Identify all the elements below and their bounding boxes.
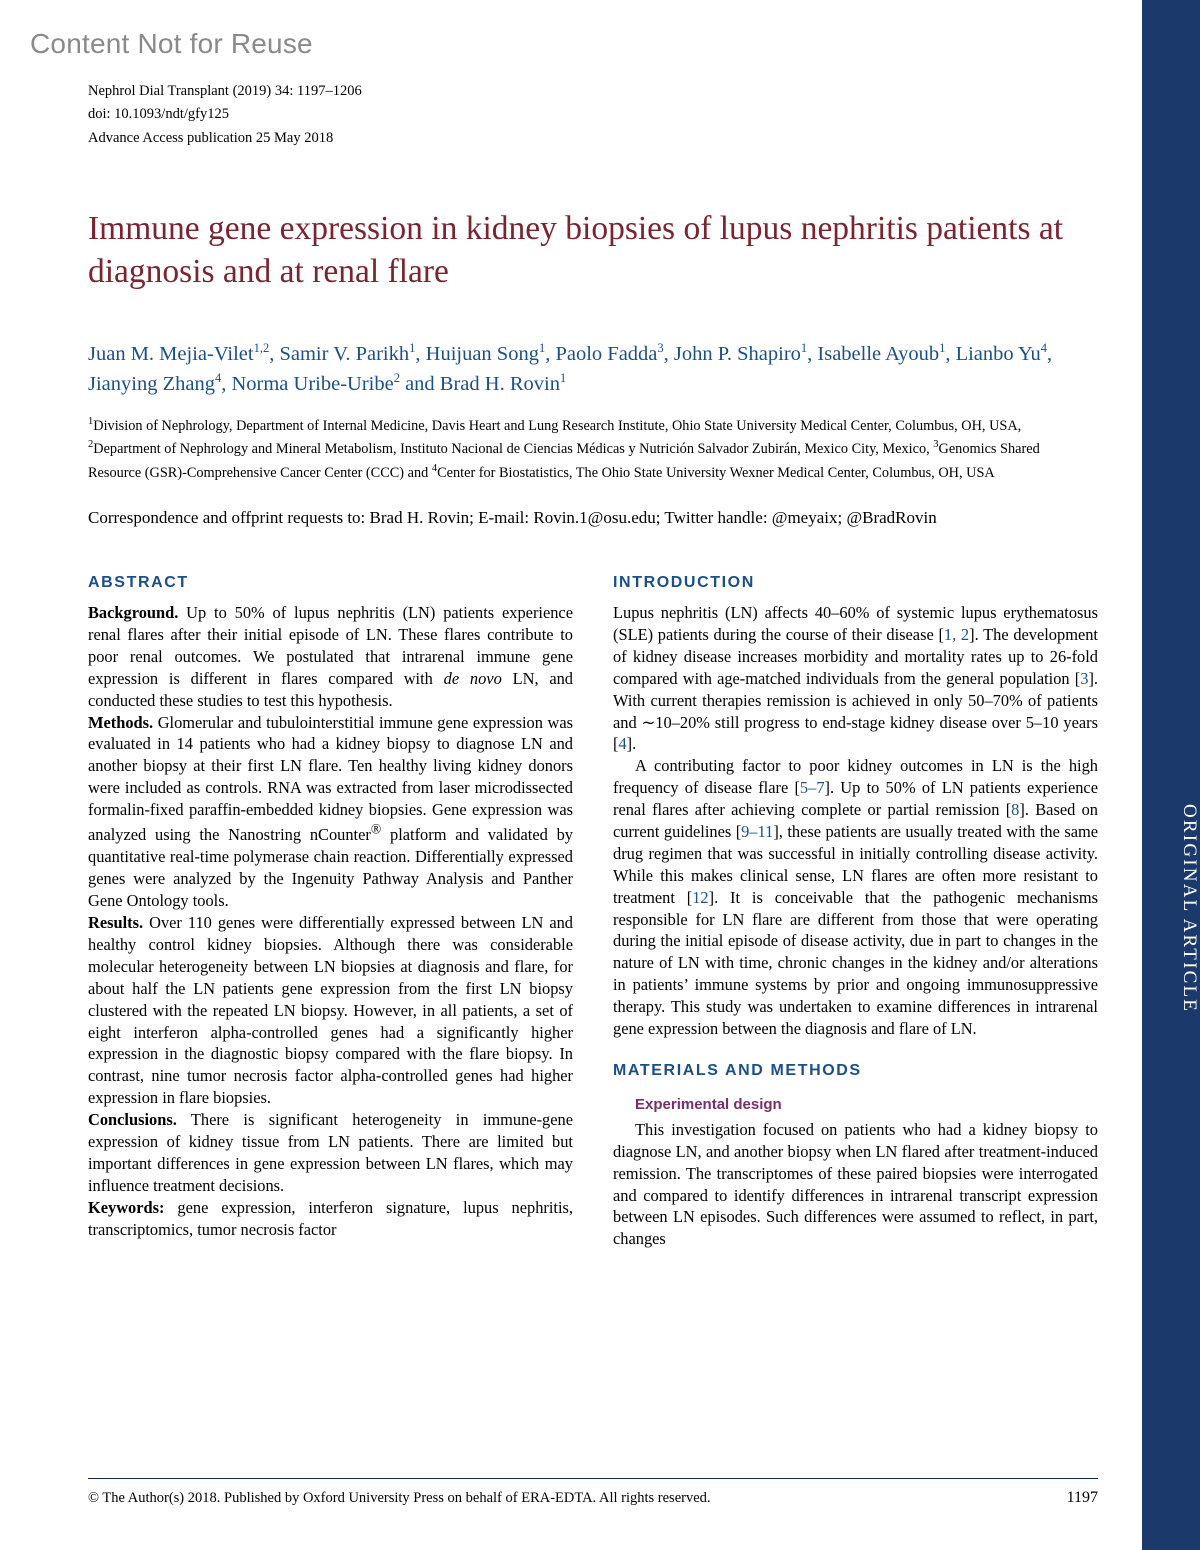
journal-citation: Nephrol Dial Transplant (2019) 34: 1197–1206: [88, 83, 362, 99]
body-columns: [88, 574, 1098, 1250]
page-footer: [88, 1478, 1098, 1507]
column-left: [88, 574, 573, 1250]
abstract-conclusions-text: There is significant heterogeneity in immune-gene expression of kidney tissue from LN patients. There are limited but important differences in gene expression between LN flares, which may influence treatment decisions.: [88, 1110, 573, 1195]
introduction-paragraph-1: Lupus nephritis (LN) affects 40–60% of systemic lupus erythematosus (SLE) patients during the course of their disease [1, 2]. The development of kidney disease increases morbidity and mortality rates up to 26-fold compared with age-matched individuals from the general population [3]. With current therapies remission is achieved in only 50–70% of patients and ∼10–20% still progress to end-stage kidney disease over 5–10 years [4].: [613, 603, 1098, 754]
abstract-heading: ABSTRACT: [88, 574, 189, 592]
affiliations: $^1$Division of Nephrology, Department of Internal Medicine, Davis Heart and Lung Research Institute, Ohio State University Medical Center, Columbus, OH, USA, $^2$Department of Nephrology and Mineral Metabolism, Instituto Nacional de Ciencias Médicas y Nutrición Salvador Zubirán, Mexico City, Mexico, $^3$Genomics Shared Resource (GSR)-Comprehensive Cancer Center (CCC) and $^4$Center for Biostatistics, The Ohio State University Wexner Medical Center, Columbus, OH, USA: [88, 415, 1040, 481]
abstract-results-label: Results.: [88, 913, 144, 933]
materials-heading: MATERIALS AND METHODS: [613, 1061, 862, 1079]
journal-advance-access: Advance Access publication 25 May 2018: [88, 129, 334, 146]
abstract-background: [88, 602, 573, 711]
introduction-paragraph-2: A contributing factor to poor kidney outcomes in LN is the high frequency of disease flare [5–7]. Up to 50% of LN patients experience renal flares after achieving complete or partial remission [8]. Based on current guidelines [9–11], these patients are usually treated with the same drug regimen that was successful in initially controlling disease activity. While this makes clinical sense, LN flares are often more resistant to treatment [12]. It is conceivable that the pathogenic mechanisms responsible for LN flare are different from those that were operating during the initial episode of disease activity, due in part to changes in the nature of LN with time, chronic changes in the kidney and/or alterations in patients’ immune systems by prior and ongoing immunosuppressive therapy. This study was undertaken to examine differences in intrarenal gene expression between the diagnosis and flare of LN.: [613, 756, 1098, 1039]
article-content: [88, 0, 1100, 1250]
journal-doi: doi: 10.1093/ndt/gfy125: [88, 106, 229, 123]
side-band-label: ORIGINAL ARTICLE: [1179, 804, 1200, 1014]
keywords-text: gene expression, interferon signature, lupus nephritis, transcriptomics, tumor necrosis factor: [88, 1197, 573, 1239]
watermark-text: Content Not for Reuse: [30, 28, 313, 59]
introduction-heading: INTRODUCTION: [613, 574, 755, 592]
footer-page-number: 1197: [1066, 1489, 1098, 1506]
abstract-background-label: Background.: [88, 603, 179, 623]
abstract-methods-text: Glomerular and tubulointerstitial immune gene expression was evaluated in 14 patients who had a kidney biopsy to diagnose LN and another biopsy at their first LN flare. Ten healthy living kidney donors were included as controls. RNA was extracted from laser microdissected formalin-fixed paraffin-embedded kidney biopsies. Gene expression was analyzed using the Nanostring nCounter® platform and validated by quantitative real-time polymerase chain reaction. Differentially expressed genes were analyzed by the Ingenuity Pathway Analysis and Panther Gene Ontology tools.: [88, 712, 573, 911]
page-title: Immune gene expression in kidney biopsies of lupus nephritis patients at diagnosis and at renal flare: [88, 210, 1064, 290]
abstract-methods: [88, 712, 573, 912]
abstract-keywords: [88, 1197, 573, 1241]
side-band: [1142, 0, 1200, 1550]
experimental-design-subheading: Experimental design: [635, 1095, 782, 1113]
author-list: Juan M. Mejia-Vilet$^{1,2}$, Samir V. Parikh$^1$, Huijuan Song$^1$, Paolo Fadda$^3$, John P. Shapiro$^1$, Isabelle Ayoub$^1$, Lianbo Yu$^4$, Jianying Zhang$^4$, Norma Uribe-Uribe$^2$ and Brad H. Rovin$^1$: [88, 340, 1053, 396]
abstract-conclusions: [88, 1109, 573, 1197]
column-right: [613, 574, 1098, 1250]
journal-meta: [88, 80, 1100, 150]
abstract-results: [88, 912, 573, 1109]
materials-paragraph-1: This investigation focused on patients who had a kidney biopsy to diagnose LN, and another biopsy when LN flared after treatment-induced remission. The transcriptomes of these paired biopsies were interrogated and compared to identify differences in intrarenal transcript expression between LN episodes. Such differences were assumed to reflect, in part, changes: [613, 1119, 1098, 1249]
correspondence: Correspondence and offprint requests to: Brad H. Rovin; E-mail: Rovin.1@osu.edu; Twitter handle: @meyaix; @BradRovin: [88, 507, 937, 527]
footer-copyright: © The Author(s) 2018. Published by Oxford University Press on behalf of ERA-EDTA. All rights reserved.: [88, 1490, 711, 1506]
abstract-methods-label: Methods.: [88, 712, 154, 732]
keywords-label: Keywords:: [88, 1197, 165, 1217]
abstract-conclusions-label: Conclusions.: [88, 1110, 177, 1130]
abstract-results-text: Over 110 genes were differentially expressed between LN and healthy control kidney biopsies. Although there was considerable molecular heterogeneity between LN biopsies at diagnosis and flare, for about half the LN patients gene expression from the first LN biopsy clustered with the repeated LN biopsy. However, in all patients, a set of eight interferon alpha-controlled genes had a significantly higher expression in the diagnostic biopsy compared with the flare biopsy. In contrast, nine tumor necrosis factor alpha-controlled genes had higher expression in flare biopsies.: [88, 913, 573, 1108]
abstract-background-text: Up to 50% of lupus nephritis (LN) patients experience renal flares after their initial episode of LN. These flares contribute to poor renal outcomes. We postulated that intrarenal immune gene expression is different in flares compared with de novo LN, and conducted these studies to test this hypothesis.: [88, 603, 574, 710]
